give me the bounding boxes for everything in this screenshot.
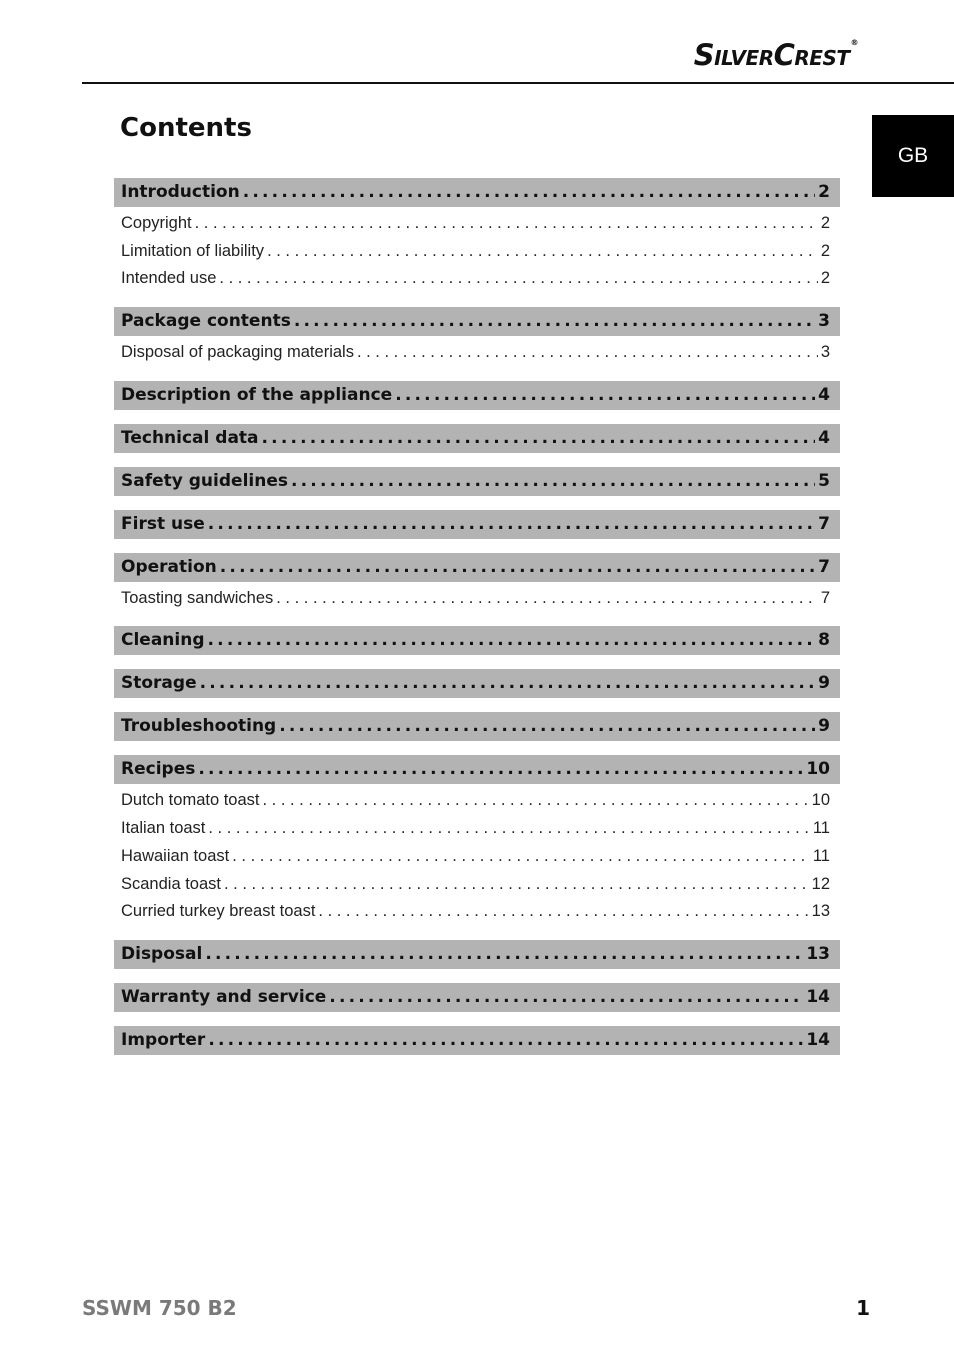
toc-section xyxy=(114,307,840,367)
leader-dots xyxy=(279,712,815,741)
toc-subentry-label: Copyright xyxy=(121,214,192,232)
toc-entry-label: First use xyxy=(121,513,205,534)
toc-section xyxy=(114,1026,840,1055)
leader-dots xyxy=(262,424,816,453)
toc-subentry-label: Curried turkey breast toast xyxy=(121,902,316,921)
leader-dots xyxy=(220,553,815,582)
toc-section xyxy=(114,178,840,293)
toc-entry-sub[interactable] xyxy=(114,265,840,293)
toc-entry-main[interactable] xyxy=(114,626,840,655)
page-number: 1 xyxy=(856,1296,870,1320)
toc-section xyxy=(114,669,840,698)
toc-entry-page: 7 xyxy=(818,513,830,534)
leader-dots xyxy=(232,843,810,871)
toc-entry-label: Recipes xyxy=(121,759,196,780)
toc-entry-page: 10 xyxy=(806,759,830,780)
toc-entry-label: Safety guidelines xyxy=(121,470,288,491)
toc-entry-page: 7 xyxy=(818,556,830,577)
toc-section xyxy=(114,381,840,410)
toc-subentry-page: 11 xyxy=(812,846,830,865)
leader-dots xyxy=(395,381,815,410)
toc-entry-label: Technical data xyxy=(121,427,259,448)
toc-section xyxy=(114,424,840,453)
toc-entry-page: 13 xyxy=(806,943,830,964)
toc-entry-page: 9 xyxy=(818,716,830,737)
toc-subentry-label: Hawaiian toast xyxy=(121,846,230,865)
toc-entry-page: 3 xyxy=(818,311,830,332)
toc-entry-page: 4 xyxy=(818,384,830,405)
toc-entry-main[interactable] xyxy=(114,755,840,784)
header-rule xyxy=(82,82,954,84)
registered-mark: ® xyxy=(850,38,858,47)
leader-dots xyxy=(208,1026,803,1055)
toc-entry-sub[interactable] xyxy=(114,585,840,613)
toc-subentry-page: 7 xyxy=(820,588,830,607)
leader-dots xyxy=(329,983,803,1012)
toc-subentry-label: Dutch tomato toast xyxy=(121,791,260,810)
toc-entry-page: 8 xyxy=(818,630,830,651)
toc-subentry-page: 12 xyxy=(811,874,830,893)
toc-section xyxy=(114,712,840,741)
leader-dots xyxy=(219,265,817,293)
toc-entry-main[interactable] xyxy=(114,307,840,336)
toc-subentry-page: 2 xyxy=(820,269,830,288)
toc-entry-main[interactable] xyxy=(114,940,840,969)
leader-dots xyxy=(243,178,815,207)
toc-entry-main[interactable] xyxy=(114,178,840,207)
toc-subentry-page: 2 xyxy=(820,241,830,260)
toc-entry-sub[interactable] xyxy=(114,815,840,843)
language-tab: GB xyxy=(872,115,954,197)
toc-entry-main[interactable] xyxy=(114,983,840,1012)
toc-entry-main[interactable] xyxy=(114,553,840,582)
leader-dots xyxy=(357,339,818,367)
toc-entry-page: 14 xyxy=(806,986,830,1007)
toc-subentry-page: 11 xyxy=(812,819,830,838)
toc-entry-label: Introduction xyxy=(121,182,240,202)
toc-entry-sub[interactable] xyxy=(114,238,840,266)
toc-entry-label: Warranty and service xyxy=(121,986,327,1007)
toc-entry-main[interactable] xyxy=(114,1026,840,1055)
toc-section xyxy=(114,626,840,655)
brand-logo xyxy=(694,38,858,72)
toc-subentries xyxy=(114,784,840,925)
toc-entry-sub[interactable] xyxy=(114,843,840,871)
toc-entry-sub[interactable] xyxy=(114,871,840,899)
leader-dots xyxy=(276,585,818,613)
toc-entry-main[interactable] xyxy=(114,510,840,539)
toc-subentry-label: Intended use xyxy=(121,269,217,288)
toc-entry-sub[interactable] xyxy=(114,787,840,815)
toc-subentry-label: Disposal of packaging materials xyxy=(121,343,354,362)
toc-subentry-label: Italian toast xyxy=(121,819,206,838)
leader-dots xyxy=(208,626,816,655)
toc-entry-main[interactable] xyxy=(114,381,840,410)
toc-entry-page: 5 xyxy=(818,470,830,491)
leader-dots xyxy=(291,467,815,496)
toc-entry-label: Operation xyxy=(121,556,217,577)
toc-subentry-page: 10 xyxy=(811,791,830,810)
leader-dots xyxy=(200,669,816,698)
toc-section xyxy=(114,467,840,496)
toc-entry-label: Troubleshooting xyxy=(121,716,277,737)
leader-dots xyxy=(208,510,815,539)
toc-entry-page: 2 xyxy=(818,182,830,202)
leader-dots xyxy=(224,871,809,899)
brand-logo-first: Silver xyxy=(693,38,774,72)
toc-section xyxy=(114,940,840,969)
page-title: Contents xyxy=(120,113,252,143)
toc-section xyxy=(114,510,840,539)
toc-section xyxy=(114,755,840,925)
toc-entry-label: Storage xyxy=(121,673,197,694)
toc-subentry-label: Scandia toast xyxy=(121,874,221,893)
toc-subentry-page: 2 xyxy=(820,214,830,232)
toc-subentry-page: 13 xyxy=(811,902,830,921)
model-number: SSWM 750 B2 xyxy=(82,1296,237,1320)
table-of-contents xyxy=(114,178,840,1069)
toc-entry-main[interactable] xyxy=(114,712,840,741)
toc-section xyxy=(114,553,840,613)
toc-entry-sub[interactable] xyxy=(114,210,840,238)
toc-entry-label: Package contents xyxy=(121,311,291,332)
leader-dots xyxy=(294,307,815,336)
toc-entry-sub[interactable] xyxy=(114,898,840,926)
leader-dots xyxy=(198,755,803,784)
toc-subentries xyxy=(114,336,840,367)
toc-entry-main[interactable] xyxy=(114,424,840,453)
toc-entry-main[interactable] xyxy=(114,467,840,496)
toc-entry-label: Disposal xyxy=(121,943,203,964)
toc-subentries xyxy=(114,582,840,613)
toc-entry-label: Description of the appliance xyxy=(121,384,393,405)
leader-dots xyxy=(205,940,803,969)
toc-subentry-label: Toasting sandwiches xyxy=(121,588,274,607)
toc-subentry-label: Limitation of liability xyxy=(121,241,265,260)
toc-entry-main[interactable] xyxy=(114,669,840,698)
toc-entry-sub[interactable] xyxy=(114,339,840,367)
toc-section xyxy=(114,983,840,1012)
leader-dots xyxy=(208,815,809,843)
leader-dots xyxy=(195,210,818,238)
toc-entry-page: 14 xyxy=(806,1029,830,1050)
toc-entry-page: 9 xyxy=(818,673,830,694)
toc-subentries xyxy=(114,207,840,293)
leader-dots xyxy=(318,898,808,926)
leader-dots xyxy=(267,238,818,266)
toc-subentry-page: 3 xyxy=(820,343,830,362)
toc-entry-label: Cleaning xyxy=(121,630,205,651)
leader-dots xyxy=(263,787,809,815)
toc-entry-page: 4 xyxy=(818,427,830,448)
toc-entry-label: Importer xyxy=(121,1029,206,1050)
brand-logo-second: Crest xyxy=(773,38,850,72)
